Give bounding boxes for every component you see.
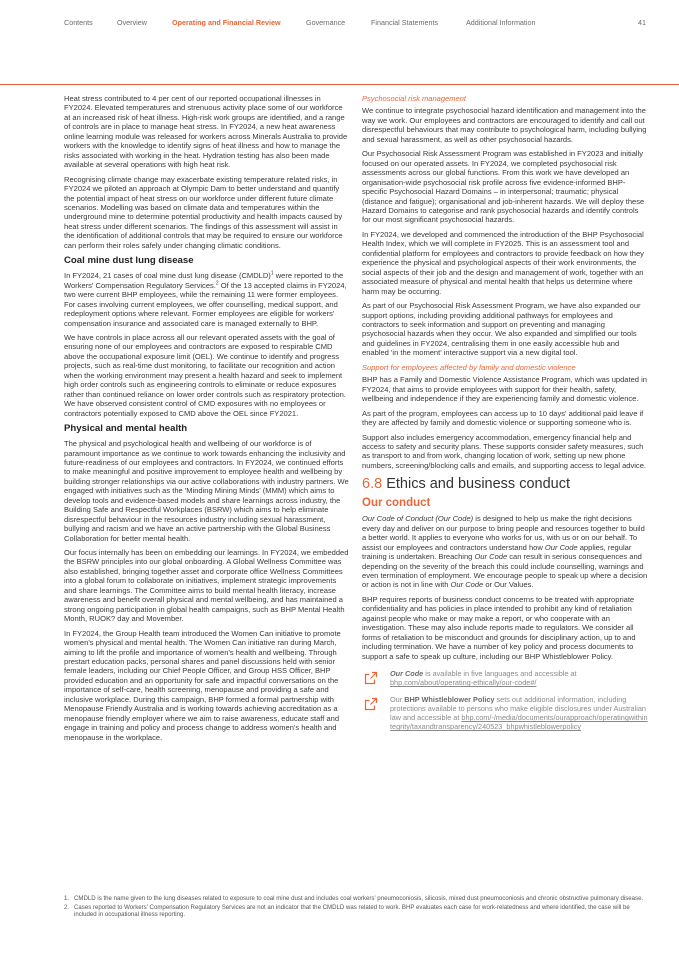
section-heading-ethics bbox=[362, 476, 648, 493]
external-link-icon bbox=[364, 697, 378, 711]
footnote-2: 2. Cases reported to Workers' Compensation Regulatory Services are not an indicator that the CMDLD was related to work. BHP evaluates each case for work-relatedness and where identified, the case will be included in occupational illness reporting. bbox=[64, 903, 630, 919]
page-number: 41 bbox=[638, 18, 646, 27]
nav-governance[interactable]: Governance bbox=[306, 18, 346, 27]
cmd-controls-paragraph: We have controls in place across all our relevant operated assets with the goal of ensuring none of our employees and contractors are exposed to respirable CMD above the occupational exposure limit (OEL). We continue to identify and progress projects, such as real-time dust monitoring, to facilitate our recognition and action when the working environment may present a health hazard and seek to implement high order controls such as engineering controls to eliminate or reduce exposures rather than continued reliance on lower order controls such as respiratory protection. We have observed consistent control of CMD exposures with no employees or contractors potentially exposed to CMD above the OEL since FY2021. bbox=[64, 332, 346, 418]
section-number: 6.8 bbox=[362, 476, 383, 493]
footnote-ref-1[interactable]: 1 bbox=[270, 270, 274, 277]
right-column bbox=[362, 94, 648, 737]
psychosocial-index-paragraph: In FY2024, we developed and commenced the introduction of the BHP Psychosocial Health Index, which we will complete in FY2025. This is an assessment tool and confidential platform for employees and contractors to provide feedback on how they experience the physical and psychological aspects of their work environments, the social aspects of their job and the design and management of work, together with an associated measure of physical and mental health that helps us determine where harm may be occurring. bbox=[362, 229, 644, 296]
nav-operating-financial-review[interactable]: Operating and Financial Review bbox=[172, 18, 281, 27]
heading-our-conduct: Our conduct bbox=[362, 497, 431, 510]
footnote-1: 1. CMDLD is the name given to the lung diseases related to exposure to coal mine dust and includes coal workers' pneumoconiosis, silicosis, mixed dust pneumoconiosis and chronic obstructive pulmonary disease. bbox=[64, 895, 644, 902]
psychosocial-program-paragraph: Our Psychosocial Risk Assessment Program was established in FY2023 and initially focused on our operated assets. In FY2024, we completed psychosocial risk assessments across our global functions. From this work we have developed an organisation-wide psychosocial risk profile across five evidence-informed BHP-specific Psychosocial Hazard Domains – in interpersonal; traumatic; physical (distance and fatigue); organisational and job-inherent hazards. We will deploy these Hazard Domains to categorise and rank psychosocial hazards and identify controls for our most significant psychosocial hazards. bbox=[362, 149, 645, 225]
speak-up-paragraph: BHP requires reports of business conduct concerns to be treated with appropriate confidentiality and has policies in place intended to prohibit any kind of retaliation against people who make or may make a report, or who cooperate with an investigation. These may also include reports made to regulators. We consider all forms of retaliation to be misconduct and grounds for disciplinary action, up to and including termination. We have a number of key policy and process documents to support a safe to speak up culture, including our BHP Whistleblower Policy. bbox=[362, 594, 636, 661]
our-code-link[interactable]: bhp.com/about/operating-ethically/our-code#/ bbox=[390, 678, 537, 688]
heading-coal-mine-dust: Coal mine dust lung disease bbox=[64, 255, 194, 267]
fdv-program-paragraph: BHP has a Family and Domestic Violence Assistance Program, which was updated in FY2024, that aims to provide employees with support for their health, safety, wellbeing and independence if they are experiencing family and domestic violence. bbox=[362, 375, 647, 404]
wellbeing-paragraph: The physical and psychological health and wellbeing of our workforce is of paramount importance as we continue to work towards enhancing the inclusivity and future-readiness of our employees and contractors. In FY2024, we continued efforts to make meaningful and positive improvement to employee health and wellbeing by building stronger relationships via our active collaborations with industry partners. We engaged with initiatives such as the 'Minding Mining Minds' (MMM) which aims to develop tools and evidence-based models and share learnings across industry, the Building Safe and Respectful Workplaces (BSRW) which aims to help eliminate disrespectful behaviour in the resources industry including sexual harassment, bullying and racism and we have an active partnership with the Global Business Collaboration for better mental health. bbox=[64, 439, 349, 543]
nav-financial-statements[interactable]: Financial Statements bbox=[371, 18, 439, 27]
heading-physical-mental-health: Physical and mental health bbox=[64, 423, 188, 435]
heat-stress-paragraph: Heat stress contributed to 4 per cent of our reported occupational illnesses in FY2024. Elevated temperatures and strenuous activity place some of our workforce at an increased risk of heat illness. High-risk work groups are identified, and a range of controls are in place to manage heat stress. In FY2024, a new heat awareness online learning module was released for workers across Minerals Australia to provide workers with the knowledge to identify signs of heat illness and how to manage the risks associated with working in the heat. Hydration testing has also been made available at several operations with high heat risk. bbox=[64, 94, 348, 170]
left-column bbox=[64, 94, 349, 747]
climate-heat-paragraph: Recognising climate change may exacerbate existing temperature related risks, in FY2024 we piloted an approach at Olympic Dam to better understand and quantify the potential impact of heat stress on our workforce under different future climate scenarios. Modelling was based on climate data and temperatures within the underground mine to determine potential productivity and health impacts caused by heat stress under different scenarios. The findings of this assessment will assist in the identification of additional controls that may be required to ensure our workforce can perform their roles safely under changing climatic conditions. bbox=[64, 174, 343, 250]
nav-overview[interactable]: Overview bbox=[117, 18, 147, 27]
cmdld-cases-paragraph: In FY2024, 21 cases of coal mine dust lung disease (CMDLD)$^1$ were reported to the Workers' Compensation Regulatory Services.$^2$ Of the 13 accepted claims in FY2024, two were current BHP employees, while the remaining 11 were former employees. For cases involving current employees, we offer counselling, medical support, and redeployment options where relevant. Former employees are eligible for workers' compensation insurance and associated care is managed externally to BHP. bbox=[64, 270, 347, 328]
whistleblower-policy-link[interactable]: bhp.com/-/media/documents/ourapproach/operatingwithintegrity/taxandtransparency/240523_bhpwhistleblowerpolicy bbox=[390, 713, 648, 732]
heading-psychosocial-risk: Psychosocial risk management bbox=[362, 94, 467, 103]
code-of-conduct-paragraph: Our Code of Conduct (Our Code) is designed to help us make the right decisions every day and deliver on our purpose to bring people and resources together to build a better world. It applies to everyone who works for us, with us or on our behalf. To assist our employees and contractors understand how Our Code applies, regular training is undertaken. Breaching Our Code can result in serious consequences and depending on the severity of the breach this could include counselling, warnings and even termination of employment. We encourage people to speak up where a decision or action is not in line with Our Code or Our Values. bbox=[362, 514, 648, 590]
women-can-paragraph: In FY2024, the Group Health team introduced the Women Can initiative to promote women's physical and mental health. The Women Can initiative ran during March, aiming to lift the profile and importance of women's health and wellbeing. Through prestart education packs, personal shares and panel discussions held with senior female leaders, including our Chief People Officer, and Group HSS Officer, BHP provided education and an opportunity for safe and impactful conversations on the importance of self-care, health screening, menopause and providing a safe and inclusive workplace. During this campaign, BHP formed a formal partnership with Menopause Friendly Australia and is working towards achieving accreditation as a menopause friendly employer where we aim to raise awareness, educate staff and engage in training and policy and process change to address women's health and menopause in the workplace. bbox=[64, 628, 341, 742]
external-link-icon bbox=[364, 671, 378, 685]
fdv-support-paragraph: Support also includes emergency accommodation, emergency financial help and access to safety and security plans. These supports consider safety measures, such as transport to and from work, changing location of work, setting up new phone numbers, screening/blocking calls and emails, and supporting access to legal advice. bbox=[362, 432, 647, 470]
heading-family-domestic-violence: Support for employees affected by family and domestic violence bbox=[362, 362, 576, 372]
fdv-leave-paragraph: As part of the program, employees can access up to 10 days' additional paid leave if they are affected by family and domestic violence or supporting someone who is. bbox=[362, 408, 644, 428]
psychosocial-support-paragraph: As part of our Psychosocial Risk Assessment Program, we have also expanded our support options, including providing additional pathways for employees and contractors to seek information and support on preventing and managing psychosocial hazards when they occur. We also expanded and simplified our tools and guidelines in FY2024, centralising them in one easily accessible hub and enabled 'in the moment' interactive support via a new digital tool. bbox=[362, 301, 641, 358]
footnote-ref-2[interactable]: 2 bbox=[215, 280, 219, 287]
top-navigation bbox=[0, 0, 679, 85]
callout-whistleblower: Our BHP Whistleblower Policy sets out additional information, including protections available to persons who make eligible disclosures under Australian law and accessible at bhp.com/-/media/documents/ourapproach/operatingwithintegrity/taxandtransparency/240523_bhpwhistleblowerpolicy bbox=[362, 695, 648, 731]
internal-focus-paragraph: Our focus internally has been on embedding our learnings. In FY2024, we embedded the BSRW principles into our global onboarding. A Global Wellness Committee was also established, bringing together asset and corporate office Wellness Committees into a global forum to collaborate on initiatives, implement strategic improvements and share learnings. The Committee aims to build mental health literacy, increase awareness and benefit overall physical and mental wellbeing, and has maintained a strong ongoing participation in global health campaigns, such as BHP Mental Health Month, RUOK? day and Movember. bbox=[64, 548, 349, 624]
psychosocial-integration-paragraph: We continue to integrate psychosocial hazard identification and management into the way we work. Our employees and contractors are encouraged to identify and call out disrespectful behaviours that may contribute to psychological harm, including bullying and sexual harassment, as well as other psychosocial hazards. bbox=[362, 106, 647, 144]
nav-contents[interactable]: Contents bbox=[64, 18, 93, 27]
footnotes bbox=[64, 895, 654, 920]
nav-additional-information[interactable]: Additional Information bbox=[466, 18, 536, 27]
section-title: Ethics and business conduct bbox=[386, 476, 570, 493]
callout-our-code: Our Code is available in five languages and accessible at bhp.com/about/operating-ethically/our-code#/ bbox=[362, 669, 648, 687]
